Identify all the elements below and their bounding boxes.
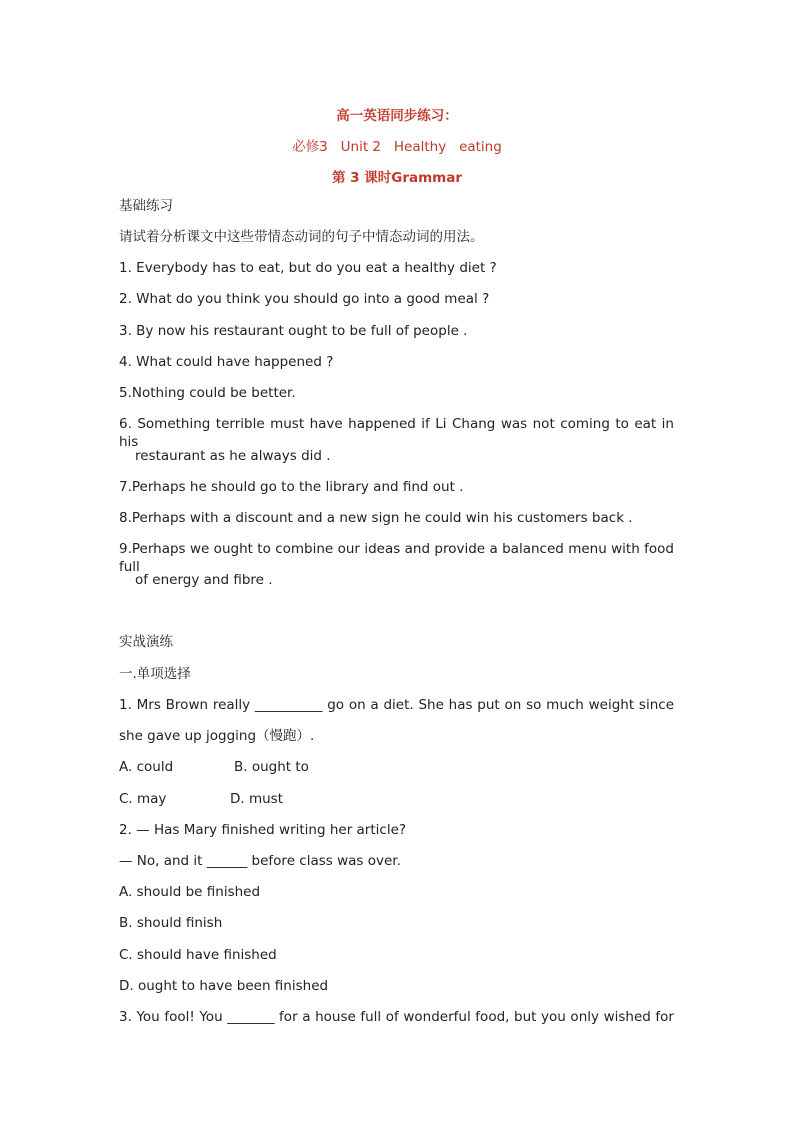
- question-3-stem: 3. You fool! You _______ for a house full of wonderful food, but you only wished for: [119, 1009, 674, 1025]
- question-1-option-a: A. could: [119, 759, 174, 775]
- section-basic-instruction: 请试着分析课文中这些带情态动词的句子中情态动词的用法。: [119, 229, 484, 245]
- question-2-option-a: A. should be finished: [119, 884, 261, 900]
- section-practice-subheading: 一.单项选择: [119, 666, 191, 682]
- question-1-option-c: C. may: [119, 791, 167, 807]
- question-1-stem: 1. Mrs Brown really __________ go on a diet. She has put on so much weight since: [119, 697, 674, 713]
- question-1-option-b: B. ought to: [234, 759, 309, 775]
- basic-item-4: 4. What could have happened ?: [119, 354, 334, 370]
- question-2-option-d: D. ought to have been finished: [119, 978, 329, 994]
- basic-item-9-cont: of energy and fibre .: [135, 572, 273, 588]
- doc-lesson-title: 第 3 课时Grammar: [331, 170, 463, 186]
- doc-subtitle: 必修3 Unit 2 Healthy eating: [292, 139, 502, 155]
- basic-item-5: 5.Nothing could be better.: [119, 385, 296, 401]
- section-basic-heading: 基础练习: [119, 198, 173, 214]
- question-1-stem-cont: she gave up jogging（慢跑）.: [119, 728, 315, 744]
- question-2-stem-cont: — No, and it ______ before class was over.: [119, 853, 401, 869]
- question-1-option-d: D. must: [230, 791, 284, 807]
- basic-item-3: 3. By now his restaurant ought to be full of people .: [119, 323, 468, 339]
- question-2-option-b: B. should finish: [119, 915, 223, 931]
- doc-title: 高一英语同步练习：: [336, 108, 458, 124]
- basic-item-2: 2. What do you think you should go into a good meal ?: [119, 291, 490, 307]
- basic-item-1: 1. Everybody has to eat, but do you eat a healthy diet ?: [119, 260, 497, 276]
- question-2-stem: 2. — Has Mary finished writing her article?: [119, 822, 407, 838]
- basic-item-7: 7.Perhaps he should go to the library and find out .: [119, 479, 464, 495]
- basic-item-6-cont: restaurant as he always did .: [135, 448, 331, 464]
- basic-item-6: 6. Something terrible must have happened if Li Chang was not coming to eat in his: [119, 416, 674, 450]
- basic-item-9: 9.Perhaps we ought to combine our ideas and provide a balanced menu with food full: [119, 541, 674, 575]
- basic-item-8: 8.Perhaps with a discount and a new sign he could win his customers back .: [119, 510, 633, 526]
- section-practice-heading: 实战演练: [119, 634, 173, 650]
- question-2-option-c: C. should have finished: [119, 947, 277, 963]
